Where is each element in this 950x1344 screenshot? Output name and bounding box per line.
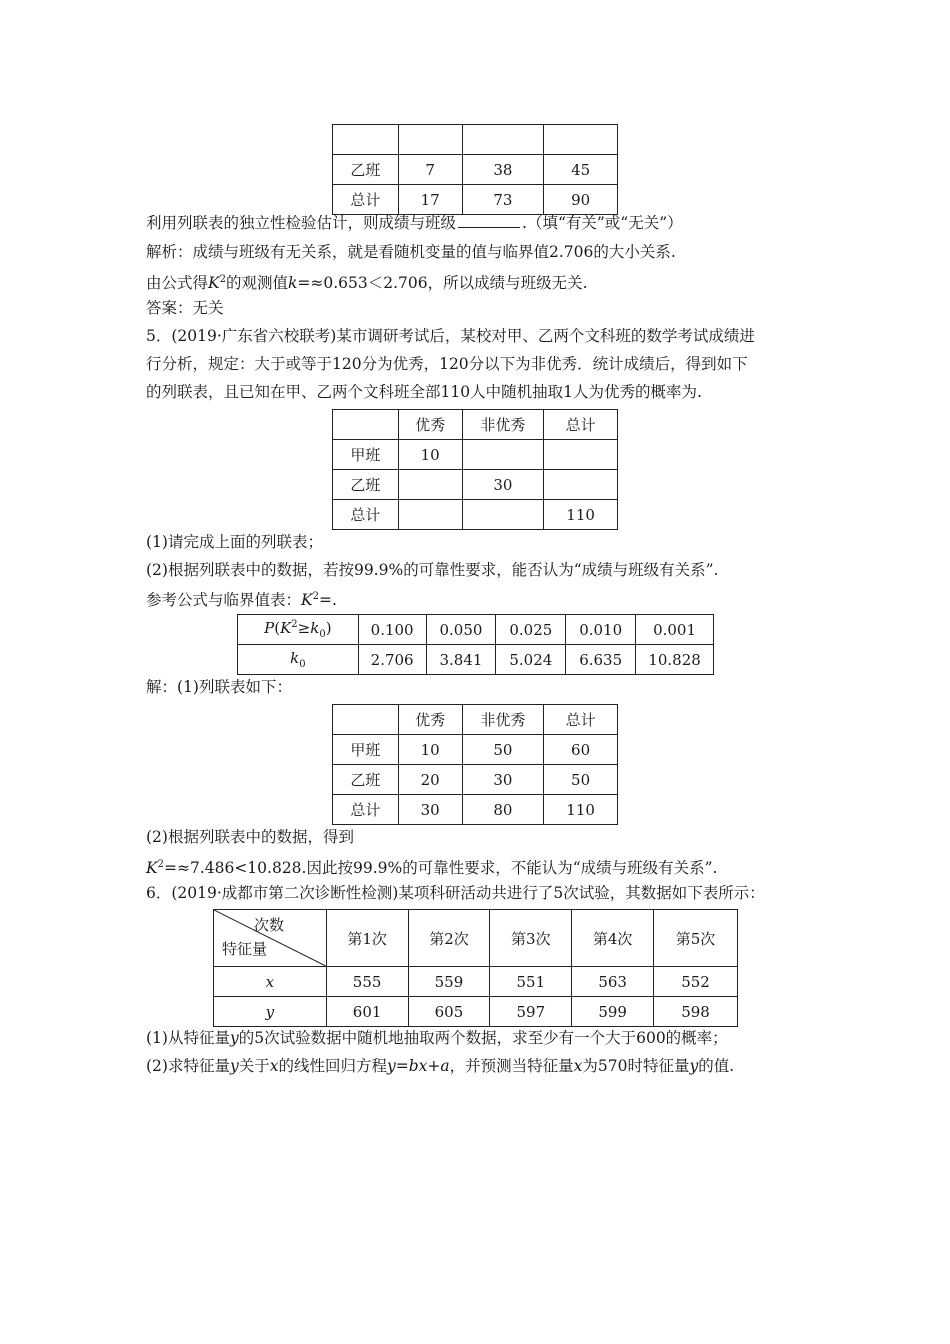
table-cell: 73 — [462, 185, 544, 215]
regression-equation: y=bx+a — [387, 1057, 450, 1075]
table-row — [214, 967, 738, 997]
table-row — [333, 735, 618, 765]
experiment-data-table — [213, 909, 738, 1027]
part-1: (1)请完成上面的列联表； — [146, 533, 323, 551]
question-text: .（填“有关”或“无关”） — [522, 214, 683, 232]
text-span: (1)从特征量 — [146, 1029, 230, 1047]
table-cell: 10 — [398, 735, 462, 765]
table-cell: 优秀 — [398, 410, 462, 440]
math-symbol: y — [229, 1057, 239, 1075]
table-cell: 10.828 — [636, 645, 714, 675]
table-row — [333, 440, 618, 470]
table-cell: 总计 — [333, 500, 399, 530]
table-cell: 597 — [490, 997, 572, 1027]
table-row — [238, 615, 714, 645]
answer-blank — [458, 213, 520, 228]
table-cell: 总计 — [333, 795, 399, 825]
critical-value-table — [237, 614, 714, 675]
text-span: ) — [325, 619, 332, 637]
table-cell: 7 — [398, 155, 462, 185]
solution-conclusion — [146, 854, 717, 879]
superscript: 2 — [312, 591, 319, 602]
math-symbol: k — [310, 619, 320, 637]
contingency-table-blank — [332, 409, 618, 530]
math-symbol: x — [573, 1057, 583, 1075]
superscript: 2 — [219, 274, 226, 285]
table-row — [333, 470, 618, 500]
math-symbol: k — [290, 649, 300, 667]
part-2: (2)根据列联表中的数据，若按99.9%的可靠性要求，能否认为“成绩与班级有关系”. — [146, 561, 719, 579]
table-cell — [333, 410, 399, 440]
table-cell: 559 — [408, 967, 490, 997]
table-cell: 0.100 — [358, 615, 426, 645]
formula-line — [146, 269, 588, 294]
table-row — [238, 645, 714, 675]
text-span: 参考公式与临界值表： — [146, 591, 302, 610]
table-cell: 总计 — [333, 185, 399, 215]
table-row — [333, 155, 618, 185]
table-cell: 50 — [544, 765, 618, 795]
question-5-line-2: 行分析，规定：大于或等于120分为优秀，120分以下为非优秀．统计成绩后，得到如下 — [146, 355, 748, 373]
math-symbol: x — [269, 1057, 279, 1075]
question-6-part-2 — [146, 1055, 734, 1077]
table-cell: 551 — [490, 967, 572, 997]
row-label: y — [214, 997, 327, 1027]
text-span: (2)求特征量 — [146, 1057, 230, 1075]
table-cell: 0.050 — [426, 615, 496, 645]
text-span: 的线性回归方程 — [278, 1057, 388, 1075]
superscript: 2 — [157, 859, 164, 870]
table-cell: 599 — [572, 997, 654, 1027]
text-span: =. — [318, 591, 337, 610]
table-cell — [398, 470, 462, 500]
table-cell: 30 — [398, 795, 462, 825]
table-row — [333, 125, 618, 155]
table-cell: 乙班 — [333, 765, 399, 795]
table-cell: 第4次 — [572, 910, 654, 967]
table-cell: 甲班 — [333, 735, 399, 765]
table-cell: 第5次 — [654, 910, 738, 967]
question-6-part-1 — [146, 1027, 728, 1049]
table-row — [333, 795, 618, 825]
table-cell: 45 — [544, 155, 618, 185]
corner-top-label: 次数 — [254, 916, 285, 934]
table-cell — [333, 125, 399, 155]
table-cell: 601 — [326, 997, 408, 1027]
text-span: =≈0.653＜2.706，所以成绩与班级无关. — [297, 274, 588, 293]
table-row — [333, 765, 618, 795]
table-cell: 总计 — [544, 410, 618, 440]
solution-intro: 解：(1)列联表如下： — [146, 678, 292, 696]
table-cell: 110 — [544, 795, 618, 825]
math-symbol: y — [229, 1029, 239, 1047]
table-cell: 总计 — [544, 705, 618, 735]
table-row — [333, 500, 618, 530]
question-4-prompt — [146, 212, 683, 234]
text-span: 关于 — [238, 1057, 270, 1075]
table-cell — [544, 440, 618, 470]
table-cell: 110 — [544, 500, 618, 530]
question-5-line-3: 的列联表，且已知在甲、乙两个文科班全部110人中随机抽取1人为优秀的概率为. — [146, 383, 702, 401]
table-cell: 5.024 — [496, 645, 566, 675]
probability-label — [238, 615, 359, 645]
table-cell: 乙班 — [333, 470, 399, 500]
superscript: 2 — [291, 619, 298, 630]
table-cell: 50 — [462, 735, 544, 765]
diagonal-header-cell — [214, 910, 327, 967]
answer-line: 答案：无关 — [146, 299, 224, 317]
table-cell: 563 — [572, 967, 654, 997]
text-span: 由公式得 — [146, 274, 209, 293]
table-cell: 60 — [544, 735, 618, 765]
table-cell: 第2次 — [408, 910, 490, 967]
analysis-line: 解析：成绩与班级有无关系，就是看随机变量的值与临界值2.706的大小关系. — [146, 243, 676, 261]
text-span: 的值. — [698, 1057, 735, 1075]
text-span: 为570时特征量 — [582, 1057, 690, 1075]
text-span: 的5次试验数据中随机地抽取两个数据，求至少有一个大于600的概率； — [238, 1029, 728, 1047]
math-symbol: K — [146, 859, 158, 878]
table-cell: 605 — [408, 997, 490, 1027]
math-symbol: K — [208, 274, 220, 293]
row-label: x — [214, 967, 327, 997]
table-cell: 非优秀 — [462, 410, 544, 440]
table-cell: 2.706 — [358, 645, 426, 675]
table-cell — [462, 125, 544, 155]
subscript: 0 — [319, 629, 326, 640]
question-6-line-1: 6．(2019·成都市第二次诊断性检测)某项科研活动共进行了5次试验，其数据如下表所示： — [146, 884, 765, 902]
table-cell: 30 — [462, 470, 544, 500]
math-symbol: y — [689, 1057, 699, 1075]
table-cell — [462, 440, 544, 470]
table-row — [214, 997, 738, 1027]
text-span: ≥ — [297, 619, 311, 637]
table-cell: 甲班 — [333, 440, 399, 470]
table-cell: 17 — [398, 185, 462, 215]
table-cell: 0.010 — [566, 615, 636, 645]
text-span: =≈7.486<10.828.因此按99.9%的可靠性要求，不能认为“成绩与班级有关系”. — [163, 859, 718, 878]
table-cell: 第3次 — [490, 910, 572, 967]
table-row — [214, 910, 738, 967]
solution-part-2: (2)根据列联表中的数据，得到 — [146, 828, 354, 846]
table-cell: 90 — [544, 185, 618, 215]
table-cell: 0.001 — [636, 615, 714, 645]
corner-bottom-label: 特征量 — [222, 940, 268, 958]
table-cell — [544, 470, 618, 500]
table-cell: 0.025 — [496, 615, 566, 645]
table-cell: 30 — [462, 765, 544, 795]
table-cell: 非优秀 — [462, 705, 544, 735]
table-cell: 3.841 — [426, 645, 496, 675]
text-span: ，并预测当特征量 — [449, 1057, 574, 1075]
text-span: ( — [274, 619, 281, 637]
math-symbol: P — [264, 619, 275, 637]
k0-label — [238, 645, 359, 675]
contingency-table-partial — [332, 124, 618, 215]
table-row — [333, 410, 618, 440]
text-span: 的观测值 — [225, 274, 288, 293]
table-cell: 10 — [398, 440, 462, 470]
table-cell — [333, 705, 399, 735]
math-symbol: k — [288, 274, 298, 293]
table-cell: 6.635 — [566, 645, 636, 675]
math-symbol: K — [301, 591, 313, 610]
subscript: 0 — [299, 659, 306, 670]
reference-formula-line — [146, 586, 337, 611]
question-5-line-1: 5．(2019·广东省六校联考)某市调研考试后，某校对甲、乙两个文科班的数学考试成绩进 — [146, 327, 755, 345]
table-cell — [398, 125, 462, 155]
table-cell — [462, 500, 544, 530]
table-cell: 优秀 — [398, 705, 462, 735]
table-cell: 20 — [398, 765, 462, 795]
question-text: 利用列联表的独立性检验估计，则成绩与班级 — [146, 214, 457, 232]
table-row — [333, 185, 618, 215]
contingency-table-complete — [332, 704, 618, 825]
table-cell — [398, 500, 462, 530]
math-symbol: K — [280, 619, 292, 637]
table-cell: 552 — [654, 967, 738, 997]
table-cell: 555 — [326, 967, 408, 997]
table-cell — [544, 125, 618, 155]
table-cell: 598 — [654, 997, 738, 1027]
table-row — [333, 705, 618, 735]
table-cell: 38 — [462, 155, 544, 185]
table-cell: 80 — [462, 795, 544, 825]
table-cell: 乙班 — [333, 155, 399, 185]
table-cell: 第1次 — [326, 910, 408, 967]
